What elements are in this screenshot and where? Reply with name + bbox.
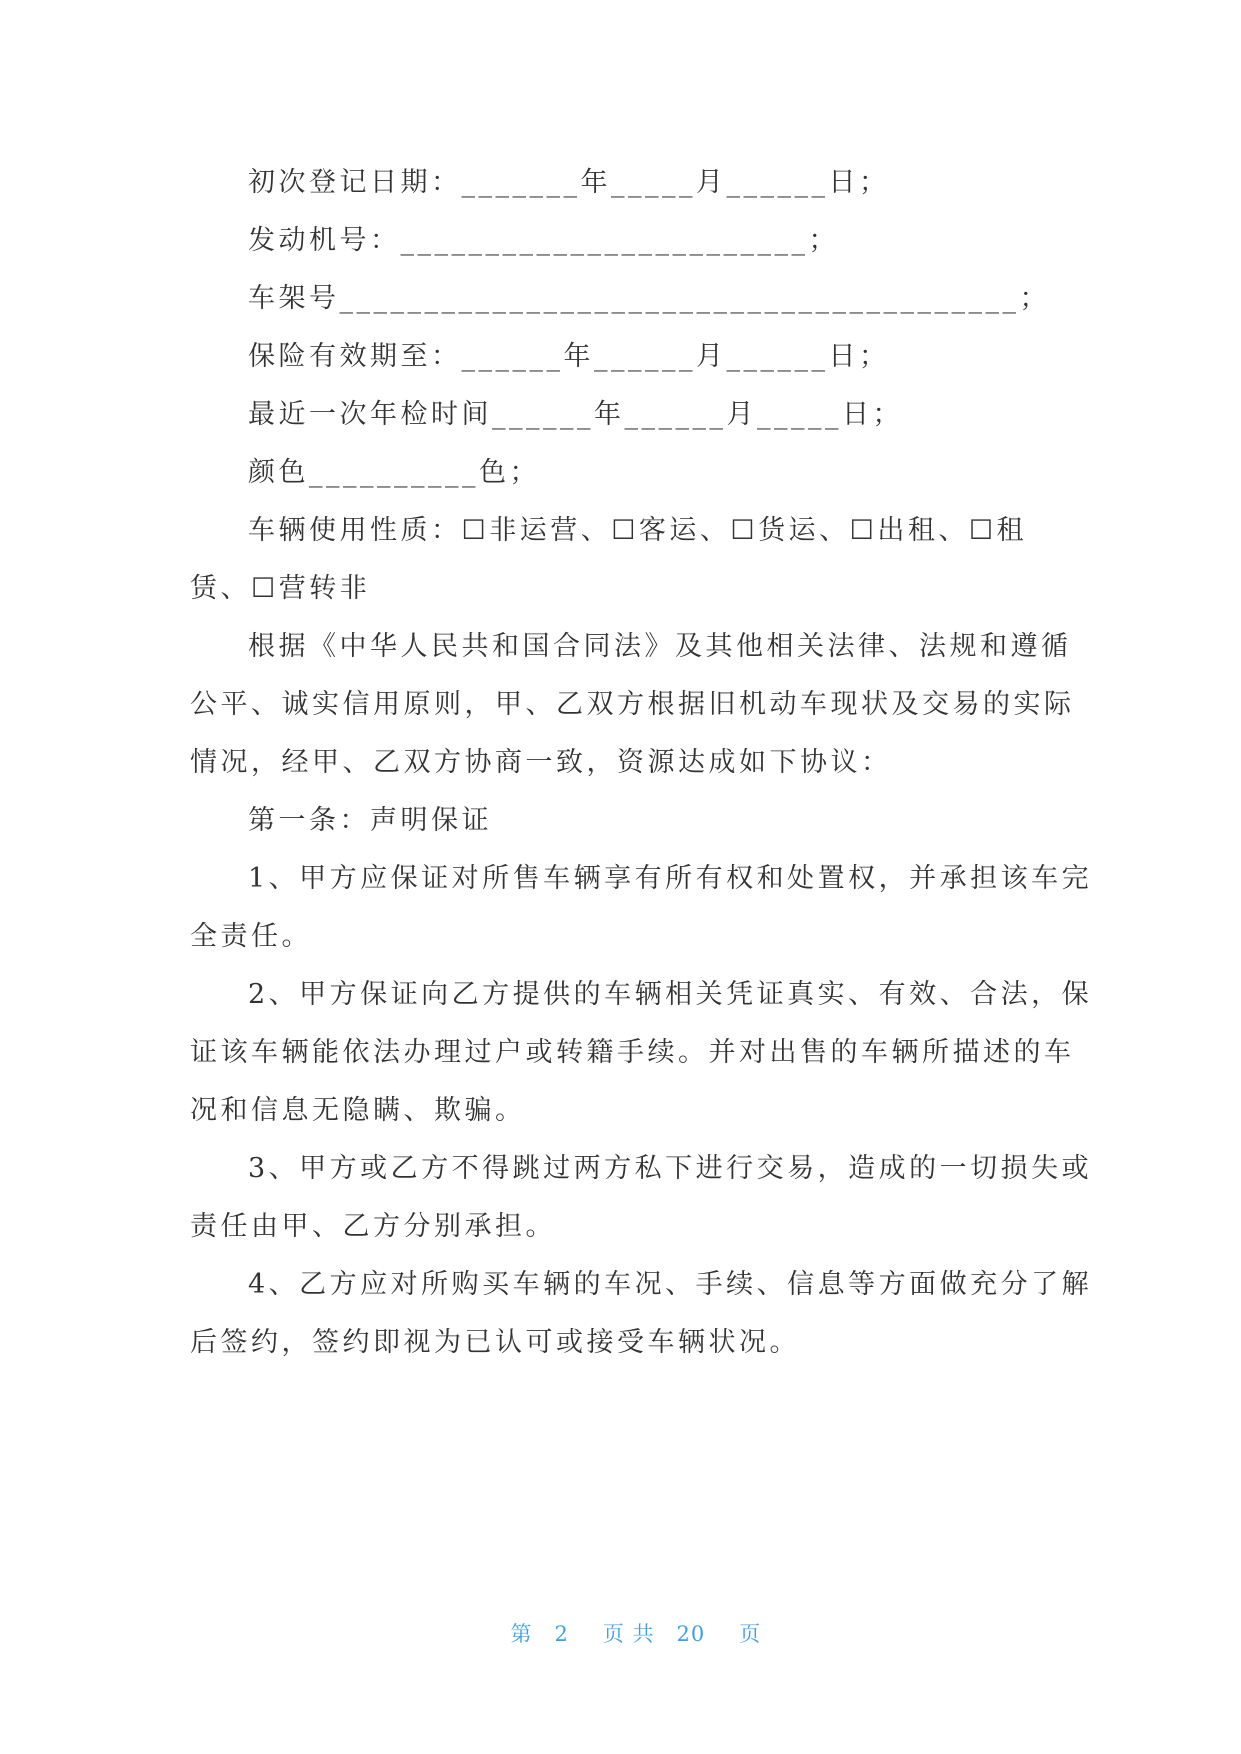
engine-number-line: 发动机号：________________________； xyxy=(248,225,839,256)
first-registration-date-line: 初次登记日期：_______年_____月______日； xyxy=(248,167,890,198)
clause-2-line-3: 况和信息无隐瞒、欺骗。 xyxy=(190,1095,526,1126)
preamble-paragraph-line-3: 情况，经甲、乙双方协商一致，资源达成如下协议： xyxy=(190,747,892,778)
vehicle-usage-line-cont: 赁、☐营转非 xyxy=(190,573,371,604)
color-line: 颜色__________色； xyxy=(248,457,540,488)
vehicle-usage-line: 车辆使用性质：☐非运营、☐客运、☐货运、☐出租、☐租 xyxy=(248,515,1028,546)
clause-4-line-2: 后签约，签约即视为已认可或接受车辆状况。 xyxy=(190,1327,800,1358)
clause-1-line-1: 1、甲方应保证对所售车辆享有所有权和处置权，并承担该车完 xyxy=(248,863,1093,894)
clause-1-line-2: 全责任。 xyxy=(190,921,312,952)
footer-current-page: 2 xyxy=(554,1622,569,1646)
footer-middle: 页 共 xyxy=(602,1622,655,1646)
footer-suffix: 页 xyxy=(739,1622,762,1646)
footer-total-pages: 20 xyxy=(676,1622,706,1646)
footer-prefix: 第 xyxy=(510,1622,533,1646)
clause-3-line-2: 责任由甲、乙方分别承担。 xyxy=(190,1211,556,1242)
preamble-paragraph-line-1: 根据《中华人民共和国合同法》及其他相关法律、法规和遵循 xyxy=(248,631,1072,662)
clause-2-line-2: 证该车辆能依法办理过户或转籍手续。并对出售的车辆所描述的车 xyxy=(190,1037,1075,1068)
clause-3-line-1: 3、甲方或乙方不得跳过两方私下进行交易，造成的一切损失或 xyxy=(248,1153,1093,1184)
article-one-heading: 第一条：声明保证 xyxy=(248,805,492,836)
insurance-validity-line: 保险有效期至：______年______月______日； xyxy=(248,341,890,372)
page-footer xyxy=(0,1594,1241,1672)
last-inspection-line: 最近一次年检时间______年______月_____日； xyxy=(248,399,903,430)
clause-4-line-1: 4、乙方应对所购买车辆的车况、手续、信息等方面做充分了解 xyxy=(248,1269,1093,1300)
clause-2-line-1: 2、甲方保证向乙方提供的车辆相关凭证真实、有效、合法，保 xyxy=(248,979,1093,1010)
preamble-paragraph-line-2: 公平、诚实信用原则，甲、乙双方根据旧机动车现状及交易的实际 xyxy=(190,689,1075,720)
frame-number-line: 车架号________________________________________； xyxy=(248,283,1050,314)
